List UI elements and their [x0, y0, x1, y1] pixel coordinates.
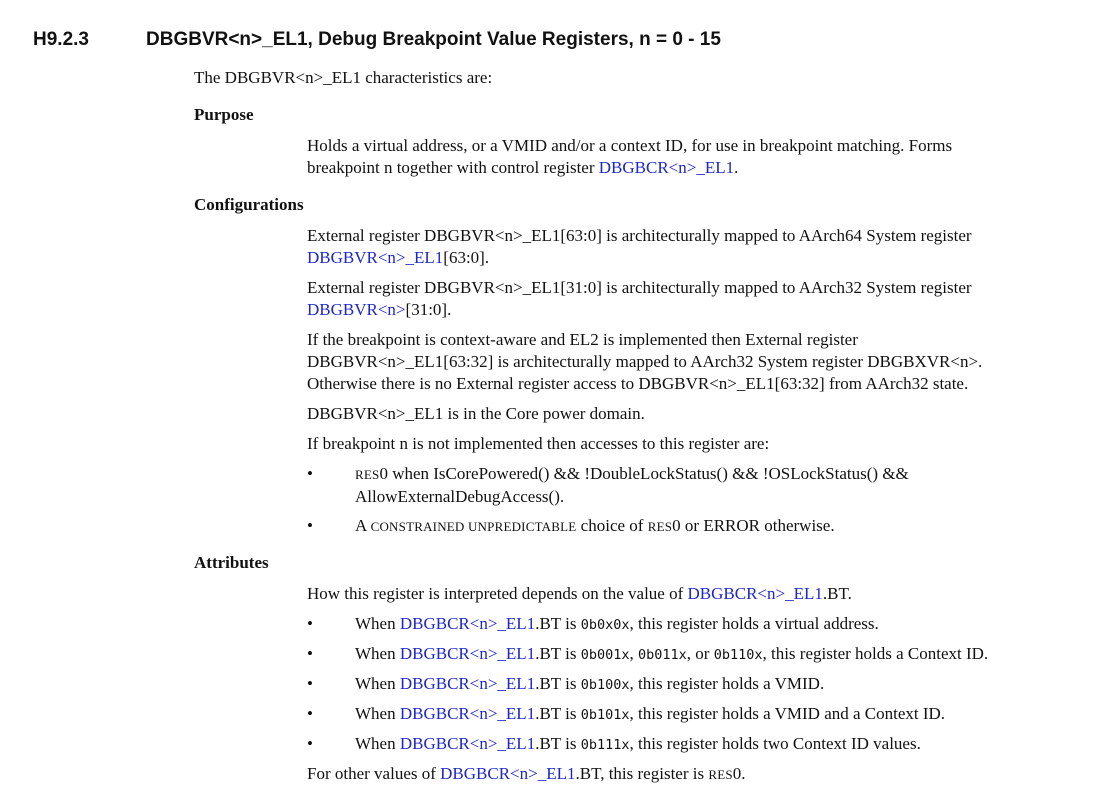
dbgbcr-link[interactable]: DBGBCR<n>_EL1 [687, 584, 823, 603]
bullet-marker: • [307, 674, 313, 693]
dbgbcr-link[interactable]: DBGBCR<n>_EL1 [598, 158, 735, 177]
purpose-heading: Purpose [194, 105, 254, 124]
bullet-marker: • [307, 644, 313, 663]
bullet-marker: • [307, 734, 313, 753]
config-paragraph-3: If the breakpoint is context-aware and EL2 is implemented then External register DBGBVR<n>_EL1[63:32] is architecturally mapped to AArch32 System register DBGBXVR<n>. Otherwise there is no External register access to DBGBVR<n>_EL1[63:32] from AArch32 state. [307, 330, 983, 393]
dbgbvr-aarch32-link[interactable]: DBGBVR<n> [307, 300, 406, 319]
section-title: DBGBVR<n>_EL1, Debug Breakpoint Value Registers, n = 0 - 15 [146, 29, 721, 50]
intro-text: The DBGBVR<n>_EL1 characteristics are: [194, 68, 493, 87]
configurations-heading: Configurations [194, 195, 304, 214]
list-item: When DBGBCR<n>_EL1.BT is 0b001x, 0b011x, or 0b110x, this register holds a Context ID. [355, 644, 989, 663]
list-item: When DBGBCR<n>_EL1.BT is 0b101x, this register holds a VMID and a Context ID. [355, 704, 946, 723]
list-item: When DBGBCR<n>_EL1.BT is 0b111x, this register holds two Context ID values. [355, 734, 921, 753]
section-number: H9.2.3 [33, 29, 89, 50]
attributes-intro: How this register is interpreted depends on the value of DBGBCR<n>_EL1.BT. [307, 584, 852, 603]
list-item: A CONSTRAINED UNPREDICTABLE choice of RES0 or ERROR otherwise. [355, 516, 835, 535]
dbgbvr-el1-link[interactable]: DBGBVR<n>_EL1 [307, 248, 444, 267]
bullet-marker: • [307, 704, 313, 723]
dbgbcr-link[interactable]: DBGBCR<n>_EL1 [399, 614, 536, 633]
config-paragraph-2: External register DBGBVR<n>_EL1[31:0] is architecturally mapped to AArch32 System register DBGBVR<n>[31:0]. [307, 278, 972, 319]
list-item: RES0 when IsCorePowered() && !DoubleLockStatus() && !OSLockStatus() && AllowExternalDebugAccess(). [355, 464, 909, 506]
bullet-marker: • [307, 464, 313, 483]
config-paragraph-5: If breakpoint n is not implemented then accesses to this register are: [307, 434, 770, 453]
dbgbcr-link[interactable]: DBGBCR<n>_EL1 [399, 704, 536, 723]
attributes-footer: For other values of DBGBCR<n>_EL1.BT, this register is RES0. [307, 764, 746, 783]
bullet-marker: • [307, 516, 313, 535]
list-item: When DBGBCR<n>_EL1.BT is 0b0x0x, this register holds a virtual address. [355, 614, 879, 633]
list-item: When DBGBCR<n>_EL1.BT is 0b100x, this register holds a VMID. [355, 674, 825, 693]
dbgbcr-link[interactable]: DBGBCR<n>_EL1 [399, 644, 536, 663]
attributes-heading: Attributes [194, 553, 269, 572]
dbgbcr-link[interactable]: DBGBCR<n>_EL1 [440, 764, 576, 783]
dbgbcr-link[interactable]: DBGBCR<n>_EL1 [399, 734, 536, 753]
config-paragraph-1: External register DBGBVR<n>_EL1[63:0] is architecturally mapped to AArch64 System register DBGBVR<n>_EL1[63:0]. [307, 226, 972, 267]
dbgbcr-link[interactable]: DBGBCR<n>_EL1 [399, 674, 536, 693]
bullet-marker: • [307, 614, 313, 633]
config-paragraph-4: DBGBVR<n>_EL1 is in the Core power domain. [307, 404, 645, 423]
purpose-paragraph: Holds a virtual address, or a VMID and/or a context ID, for use in breakpoint matching. Forms breakpoint n together with control register DBGBCR<n>_EL1. [307, 136, 953, 177]
